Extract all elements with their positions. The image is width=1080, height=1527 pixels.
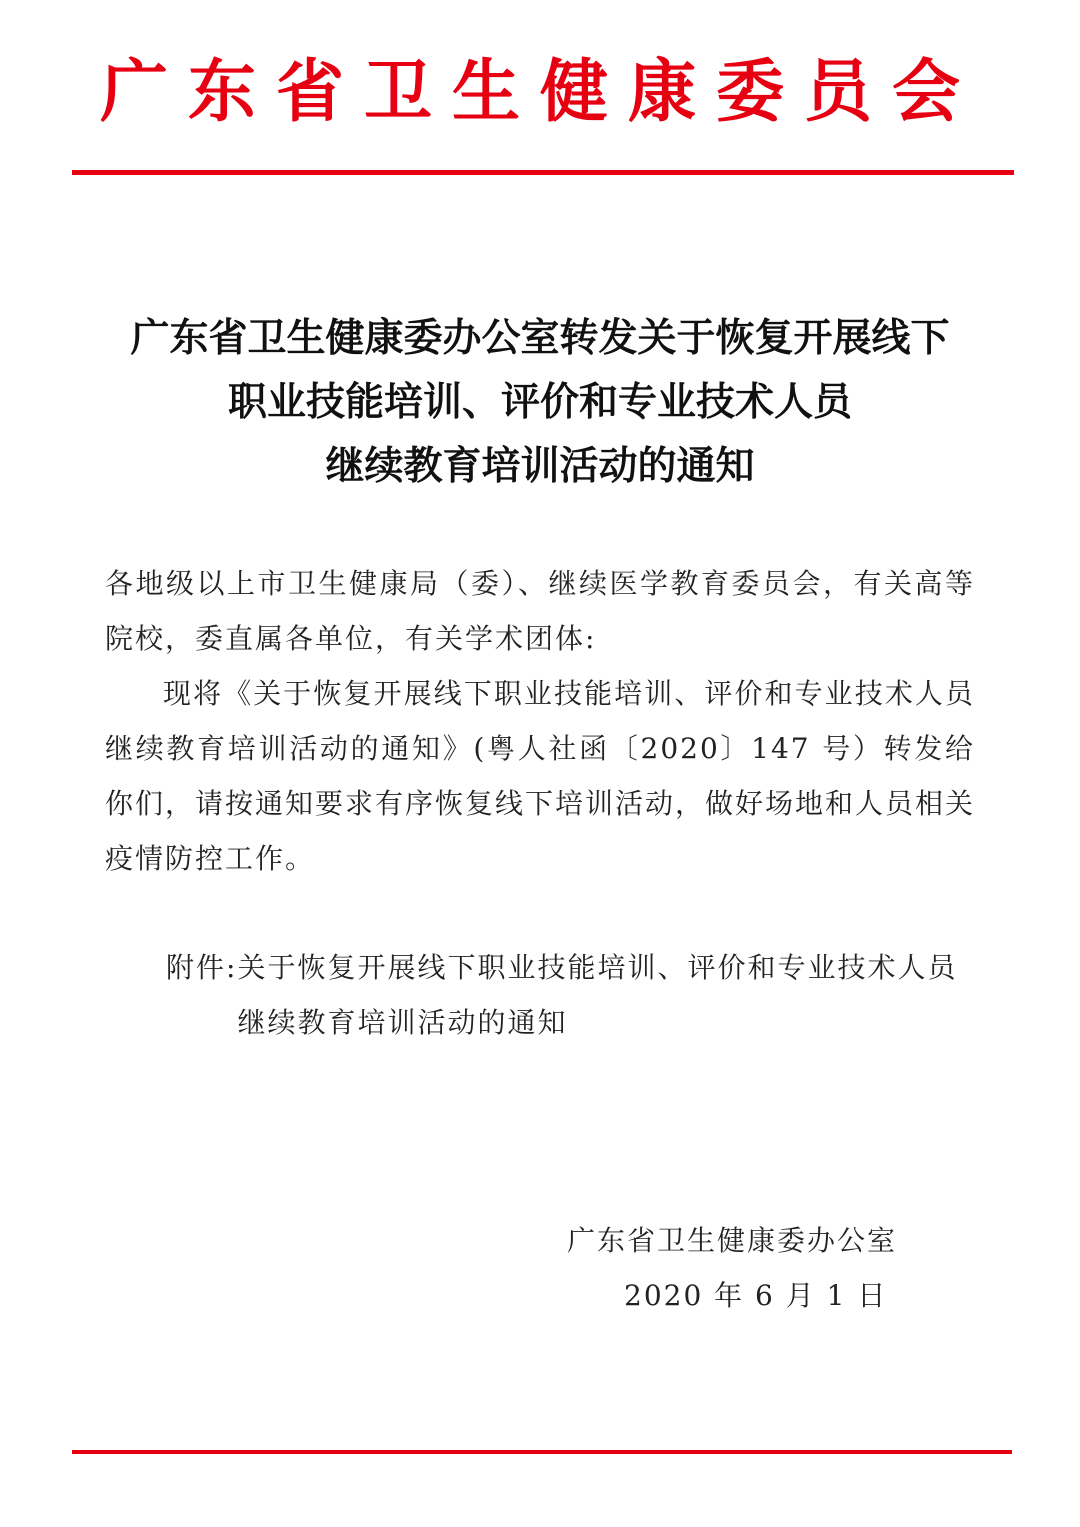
title-line-3: 继续教育培训活动的通知 [325, 443, 755, 489]
document-title [0, 306, 1080, 498]
masthead-divider [72, 170, 1014, 175]
attachment-title: 关于恢复开展线下职业技能培训、评价和专业技术人员继续教育培训活动的通知 [237, 951, 958, 1039]
signature-org: 广东省卫生健康委办公室 [567, 1224, 898, 1257]
title-line-1: 广东省卫生健康委办公室转发关于恢复开展线下 [130, 315, 950, 361]
recipients-paragraph: 各地级以上市卫生健康局（委）、继续医学教育委员会，有关高等院校，委直属各单位，有关学术团体: [105, 567, 975, 655]
signature-date: 2020 年 6 月 1 日 [624, 1279, 888, 1312]
issuer-masthead: 广东省卫生健康委员会 [99, 53, 980, 132]
title-line-2: 职业技能培训、评价和专业技术人员 [227, 379, 852, 425]
footer-divider [72, 1450, 1012, 1454]
attachment-label: 附件: [166, 951, 238, 984]
document-body [105, 556, 975, 886]
main-paragraph: 现将《关于恢复开展线下职业技能培训、评价和专业技术人员继续教育培训活动的通知》(粤人社函〔2020〕147 号）转发给你们，请按通知要求有序恢复线下培训活动，做好场地和人员相关疫情防控工作。 [105, 677, 976, 875]
attachment-section [166, 940, 976, 1050]
